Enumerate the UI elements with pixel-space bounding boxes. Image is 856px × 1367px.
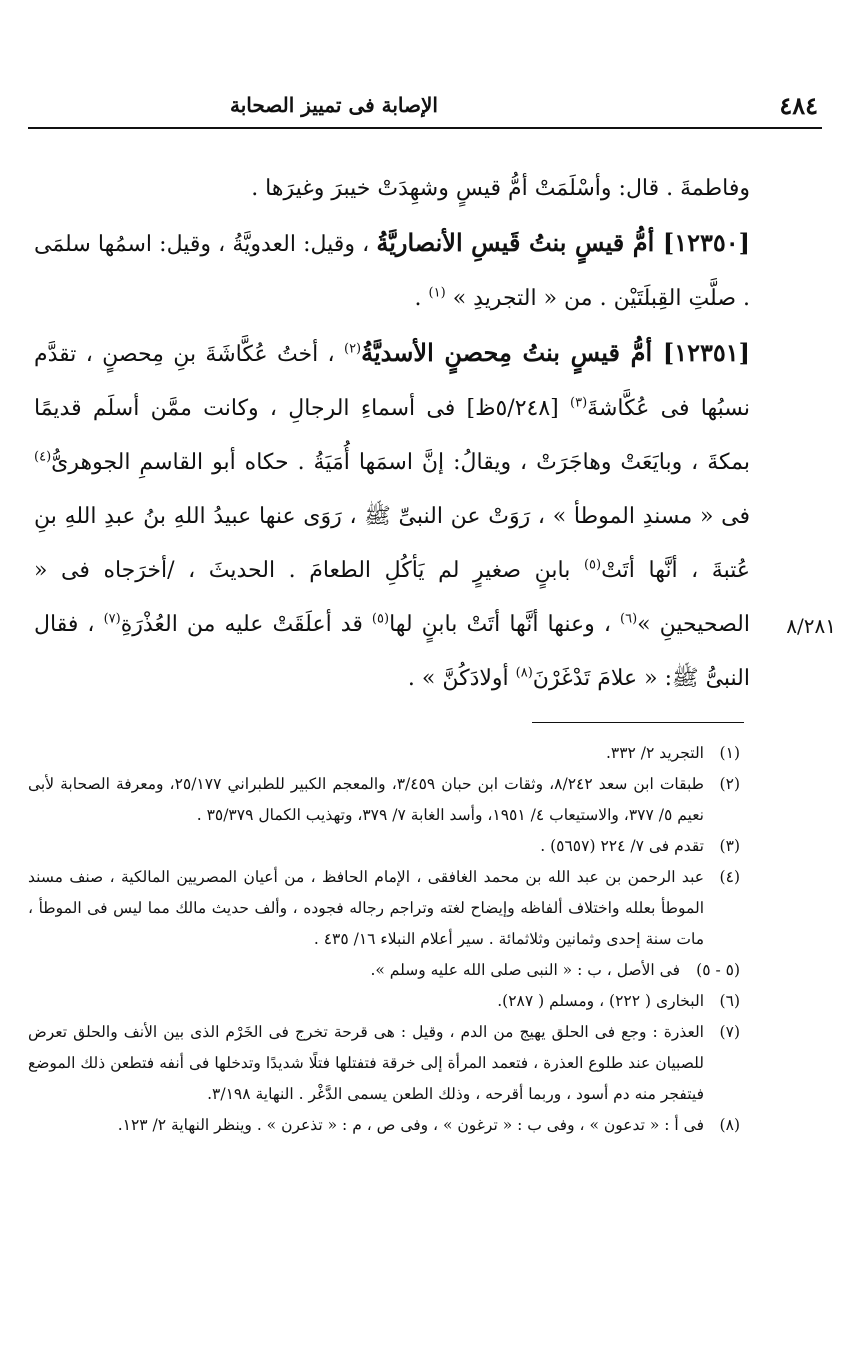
- running-title: الإصابة فى تمييز الصحابة: [230, 93, 438, 117]
- footnote-number: (٧): [719, 1023, 740, 1041]
- footnote-number: (٦): [719, 992, 740, 1010]
- footnote-marker: (٥): [583, 557, 602, 573]
- footnote-number: (٨): [719, 1116, 740, 1134]
- footnote: [28, 986, 740, 1017]
- footnote-number: (٢): [719, 775, 740, 793]
- footnote-marker: (٧): [103, 611, 121, 627]
- footnote-text: فى الأصل ، ب : « النبى صلى الله عليه وسلم ».: [370, 961, 680, 979]
- entry-text: ، أختُ عُكَّاشَةَ بنِ مِحصنٍ ، تقدَّم نسبُها فى عُكَّاشةَ: [34, 342, 751, 421]
- footnote-number: (٤): [719, 868, 740, 886]
- footnote: [28, 831, 740, 862]
- entry-12350: [34, 216, 750, 326]
- footnote-marker: (٢): [343, 341, 362, 357]
- page-header: [50, 86, 818, 124]
- footnote-text: عبد الرحمن بن عبد الله بن محمد الغافقى ، الإمام الحافظ ، من أعيان المصريين المالكية ، صنف مسند الموطأ بعلله واختلاف ألفاظه وإيضاح لغته وتراجم رجاله فجوده ، وألف حديث مالك مما ليس فى الموطأ ، مات سنة إحدى وثمانين وثلاثمائة . سير أعلام النبلاء ١٦/ ٤٣٥ .: [28, 868, 704, 948]
- footnote-marker: (٦): [620, 611, 638, 627]
- entry-text: فى « مسندِ الموطأ » ، رَوَتْ عن النبىِّ ﷺ ، رَوَى عنها عبيدُ اللهِ بنُ عبدِ اللهِ بنِ عُتبةَ ، أنَّها أتَتْ: [34, 504, 751, 583]
- entry-text: [٥/٢٤٨ظ] فى أسماءِ الرجالِ ، وكانت ممَّن أسلَم قديمًا بمكةَ ، وبايَعَتْ وهاجَرَتْ ، ويقالُ: إنَّ اسمَها أُمَيَةُ . حكاه أبو القاسمِ الجوهرىُّ: [34, 396, 750, 475]
- footnote-marker: (٣): [570, 395, 588, 411]
- footnote-text: فى أ : « تدعون » ، وفى ب : « ترغون » ، وفى ص ، م : « تذعرن » . وينظر النهاية ٢/ ١٢٣.: [117, 1116, 704, 1134]
- footnote-number: (١): [719, 744, 740, 762]
- header-rule: [28, 127, 822, 129]
- footnote-text: طبقات ابن سعد ٨/٢٤٢، وثقات ابن حبان ٣/٤٥٩، والمعجم الكبير للطبراني ٢٥/١٧٧، ومعرفة الصحابة لأبى نعيم ٥/ ٣٧٧، والاستيعاب ٤/ ١٩٥١، وأسد الغابة ٧/ ٣٧٩، وتهذيب الكمال ٣٥/٣٧٩ .: [28, 775, 704, 824]
- entry-text: قد أعلَقَتْ عليه من العُذْرَةِ: [120, 612, 363, 637]
- entry-text: بابنٍ صغيرٍ لم يَأكُلِ الطعامَ . الحديثَ ، /أخرَجاه فى « الصحيحينِ »: [34, 558, 750, 637]
- footnote-text: البخارى ( ٢٢٢) ، ومسلم ( ٢٨٧).: [497, 992, 704, 1010]
- footnote-number: (٣): [719, 837, 740, 855]
- footnote-number: (٥ - ٥): [696, 961, 740, 979]
- footnote-text: العذرة : وجع فى الحلق يهيج من الدم ، وقيل : هى قرحة تخرج فى الخَرْم الذى بين الأنف والحلق تعرض للصبيان عند طلوع العذرة ، فتعمد المرأة إلى خرقة فتفتلها فتلًا شديدًا وتدخلها فى أنفه فتطعن ذلك الموضع فيتفجر منه دم أسود ، وربما أقرحه ، وذلك الطعن يسمى الدَّغْر . النهاية ٣/١٩٨.: [28, 1023, 704, 1103]
- footnote: [28, 1017, 740, 1110]
- entry-text: .: [414, 286, 422, 311]
- footnote-marker: (١): [428, 285, 446, 301]
- paragraph: [34, 162, 750, 216]
- entry-text: ، فقال النبىُّ ﷺ: « علامَ تَدْغَرْنَ: [34, 612, 750, 691]
- footnote-text: التجريد ٢/ ٣٣٢.: [605, 744, 704, 762]
- footnote-marker: (٥): [371, 611, 390, 627]
- footnote: [28, 769, 740, 831]
- entry-heading: [١٢٣٥١] أمُّ قيسٍ بنتُ مِحصنٍ الأسديَّةُ: [361, 338, 750, 367]
- footnotes: [28, 738, 740, 1141]
- footnote: [28, 955, 740, 986]
- footnote-text: تقدم فى ٧/ ٢٢٤ (٥٦٥٧) .: [540, 837, 704, 855]
- entry-12351: [34, 326, 750, 706]
- paragraph-text: وفاطمةَ . قال: وأسْلَمَتْ أمُّ قيسٍ وشهِدَتْ خيبرَ وغيرَها .: [251, 176, 750, 201]
- footnote-rule: [532, 722, 744, 723]
- footnote: [28, 862, 740, 955]
- footnote-marker: (٤): [34, 449, 52, 465]
- margin-reference: ٨/٢٨١: [786, 614, 836, 638]
- footnote: [28, 738, 740, 769]
- page-number: ٤٨٤: [779, 90, 818, 120]
- entry-text: ، وقيل: العدويَّةُ ، وقيل: اسمُها سلمَى . صلَّتِ القِبلَتَيْن . من « التجريدِ »: [34, 232, 750, 311]
- main-text: [34, 162, 750, 706]
- footnote-marker: (٨): [515, 665, 533, 681]
- entry-heading: [١٢٣٥٠] أمُّ قيسٍ بنتُ قَيسِ الأنصاريَّةُ: [376, 228, 750, 257]
- entry-text: ، وعنها أنَّها أتَتْ بابنٍ لها: [389, 612, 611, 637]
- footnote: [28, 1110, 740, 1141]
- entry-text: أولادَكُنَّ » .: [407, 666, 509, 691]
